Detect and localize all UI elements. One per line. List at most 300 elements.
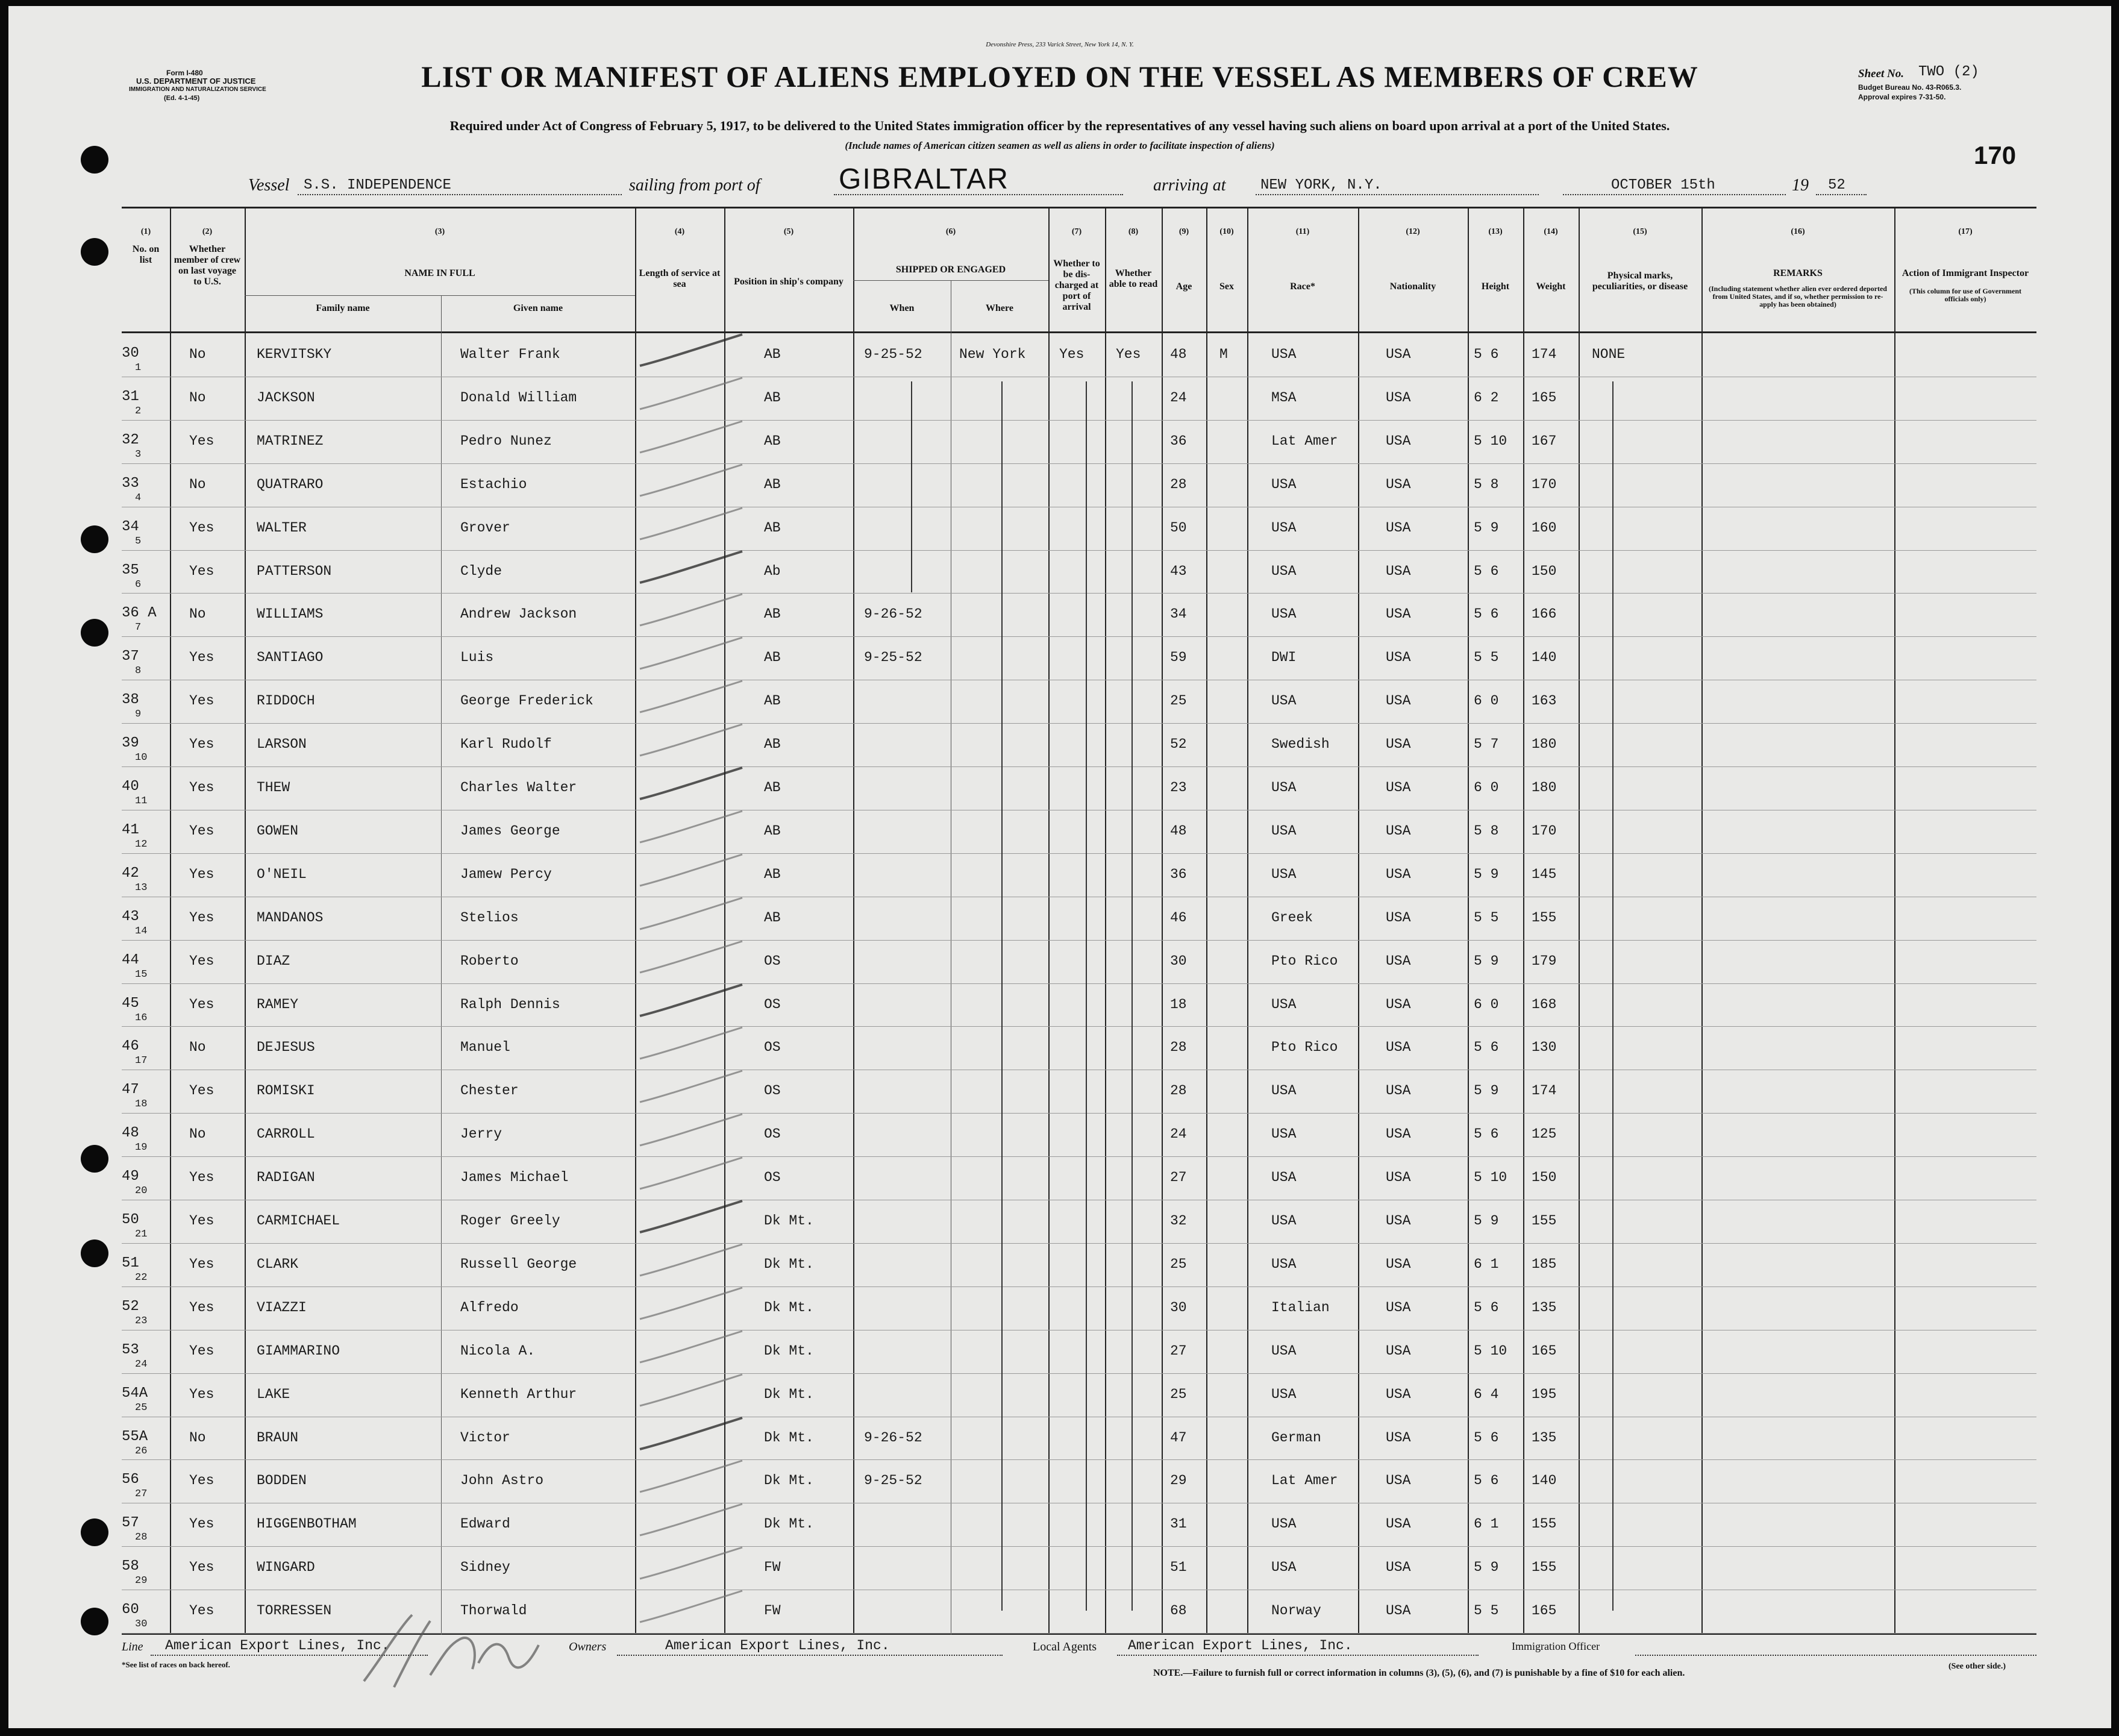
cell-race: Lat Amer <box>1271 433 1338 449</box>
cell-nat: USA <box>1386 823 1411 839</box>
cell-prev: Yes <box>189 563 214 579</box>
column-header-c13: Height <box>1481 281 1510 292</box>
cell-wt: 130 <box>1532 1039 1557 1056</box>
year-suffix: 52 <box>1828 177 1845 193</box>
see-other-side: (See other side.) <box>1948 1662 2006 1671</box>
cell-age: 25 <box>1170 693 1187 709</box>
cell-wt: 179 <box>1532 953 1557 969</box>
cell-pos: FW <box>764 1603 781 1619</box>
row-sub-number: 5 <box>135 535 142 547</box>
row-list-number: 57 <box>122 1515 139 1532</box>
row-list-number: 45 <box>122 995 139 1012</box>
cell-wt: 135 <box>1532 1429 1557 1446</box>
cell-age: 31 <box>1170 1516 1187 1532</box>
pencil-tick-mark <box>628 936 748 985</box>
row-rule <box>122 1373 2036 1374</box>
pencil-tick-mark <box>628 1326 748 1374</box>
column-header-c14: Weight <box>1536 281 1566 292</box>
row-list-number: 36 A <box>122 605 157 622</box>
cell-nat: USA <box>1386 909 1411 926</box>
cell-family: ROMISKI <box>257 1083 315 1099</box>
row-sub-number: 7 <box>135 622 142 634</box>
cell-ht: 6 1 <box>1474 1516 1499 1532</box>
col-rule <box>1206 207 1207 1635</box>
pencil-tick-mark <box>628 1413 748 1461</box>
col-rule <box>853 207 854 1635</box>
row-list-number: 31 <box>122 388 139 405</box>
cell-ht: 5 9 <box>1474 1559 1499 1576</box>
punch-hole <box>81 1239 108 1267</box>
pencil-tick-mark <box>628 1543 748 1591</box>
cell-age: 18 <box>1170 996 1187 1012</box>
ditto-line <box>1131 381 1133 1611</box>
column-header-c17: Action of Immigrant Inspector <box>1901 268 2029 278</box>
pencil-tick-mark <box>628 589 748 638</box>
cell-family: TORRESSEN <box>257 1603 332 1619</box>
cell-pos: AB <box>764 866 781 882</box>
cell-family: MANDANOS <box>257 909 324 926</box>
ditto-line <box>1001 381 1003 1611</box>
pencil-tick-mark <box>628 633 748 681</box>
cell-ht: 5 6 <box>1474 346 1499 362</box>
cell-given: Andrew Jackson <box>460 606 577 622</box>
row-sub-number: 2 <box>135 405 142 417</box>
cell-age: 51 <box>1170 1559 1187 1576</box>
col-rule <box>1701 207 1703 1635</box>
cell-given: Edward <box>460 1516 510 1532</box>
cell-nat: USA <box>1386 606 1411 622</box>
cell-family: WILLIAMS <box>257 606 324 622</box>
cell-marks: NONE <box>1592 346 1626 362</box>
cell-ht: 6 2 <box>1474 389 1499 406</box>
cell-nat: USA <box>1386 1213 1411 1229</box>
cell-prev: Yes <box>189 1386 214 1402</box>
cell-given: Nicola A. <box>460 1343 536 1359</box>
column-number: (2) <box>202 227 213 236</box>
cell-wt: 150 <box>1532 563 1557 579</box>
cell-family: CLARK <box>257 1256 299 1272</box>
cell-prev: Yes <box>189 1299 214 1315</box>
crew-table <box>122 207 2036 1635</box>
cell-disch: Yes <box>1059 346 1085 362</box>
cell-wt: 140 <box>1532 650 1557 666</box>
row-list-number: 43 <box>122 908 139 925</box>
cell-given: John Astro <box>460 1473 544 1489</box>
col-rule <box>1579 207 1580 1635</box>
cell-given: Thorwald <box>460 1603 527 1619</box>
column-subheader-c6a: When <box>889 303 915 313</box>
ditto-line <box>1612 381 1614 1611</box>
cell-ht: 5 6 <box>1474 1473 1499 1489</box>
pencil-tick-mark <box>628 719 748 768</box>
cell-race: USA <box>1271 563 1297 579</box>
column-number: (16) <box>1791 227 1805 236</box>
year-fill-line <box>1816 194 1867 195</box>
cell-ht: 6 0 <box>1474 996 1499 1012</box>
cell-prev: Yes <box>189 1213 214 1229</box>
subtitle: Required under Act of Congress of February 5, 1917, to be delivered to the United States immigration officer by the representatives of any vessel having such aliens on board upon arrival at a port of the United States. <box>449 118 1670 133</box>
column-header-c7: Whether to be dis-charged at port of arrival <box>1053 259 1100 312</box>
col-rule <box>1247 207 1248 1635</box>
column-subheader-c17_note: (This column for use of Government officials only) <box>1909 287 2022 303</box>
cell-ht: 6 0 <box>1474 693 1499 709</box>
cell-family: RADIGAN <box>257 1170 315 1186</box>
service: IMMIGRATION AND NATURALIZATION SERVICE <box>129 86 266 93</box>
cell-ht: 5 9 <box>1474 519 1499 536</box>
cell-pos: AB <box>764 476 781 492</box>
cell-ht: 5 6 <box>1474 1126 1499 1142</box>
column-header-c2: Whether member of crew on last voyage to U.S. <box>174 244 241 287</box>
cell-prev: Yes <box>189 1559 214 1576</box>
row-list-number: 54A <box>122 1385 148 1402</box>
cell-nat: USA <box>1386 996 1411 1012</box>
cell-prev: Yes <box>189 693 214 709</box>
cell-prev: Yes <box>189 1516 214 1532</box>
cell-family: LARSON <box>257 736 307 753</box>
cell-age: 34 <box>1170 606 1187 622</box>
cell-race: USA <box>1271 1516 1297 1532</box>
cell-pos: AB <box>764 346 781 362</box>
cell-race: USA <box>1271 996 1297 1012</box>
cell-ht: 5 8 <box>1474 823 1499 839</box>
cell-race: USA <box>1271 866 1297 882</box>
owners-label: Owners <box>569 1640 607 1653</box>
manifest-sheet <box>8 6 2111 1728</box>
cell-family: HIGGENBOTHAM <box>257 1516 357 1532</box>
cell-family: RAMEY <box>257 996 299 1012</box>
vessel-fill-line <box>298 194 622 195</box>
row-list-number: 40 <box>122 779 139 795</box>
cell-pos: AB <box>764 519 781 536</box>
cell-pos: Dk Mt. <box>764 1343 814 1359</box>
cell-wt: 170 <box>1532 476 1557 492</box>
cell-nat: USA <box>1386 866 1411 882</box>
cell-wt: 180 <box>1532 780 1557 795</box>
vessel-label: Vessel <box>248 176 290 195</box>
cell-pos: AB <box>764 780 781 795</box>
cell-family: QUATRARO <box>257 476 324 492</box>
cell-race: USA <box>1271 1256 1297 1272</box>
cell-ht: 5 5 <box>1474 909 1499 926</box>
cell-wt: 155 <box>1532 1213 1557 1229</box>
ditto-line <box>1086 381 1087 1611</box>
cell-prev: Yes <box>189 1170 214 1186</box>
cell-age: 48 <box>1170 346 1187 362</box>
ditto-line <box>911 381 912 592</box>
cell-family: CARROLL <box>257 1126 315 1142</box>
cell-family: JACKSON <box>257 389 315 406</box>
cell-wt: 125 <box>1532 1126 1557 1142</box>
col-rule <box>245 207 246 1635</box>
column-number: (14) <box>1544 227 1558 236</box>
arrival-port: NEW YORK, N.Y. <box>1260 177 1382 193</box>
cell-given: Luis <box>460 650 494 666</box>
cell-ht: 5 6 <box>1474 1039 1499 1056</box>
cell-nat: USA <box>1386 1256 1411 1272</box>
row-list-number: 50 <box>122 1212 139 1228</box>
cell-family: BODDEN <box>257 1473 307 1489</box>
pencil-tick-mark <box>628 1499 748 1547</box>
row-list-number: 47 <box>122 1082 139 1098</box>
cell-age: 68 <box>1170 1603 1187 1619</box>
cell-pos: AB <box>764 909 781 926</box>
row-list-number: 44 <box>122 951 139 968</box>
cell-where: New York <box>959 346 1026 362</box>
cell-family: BRAUN <box>257 1429 299 1446</box>
cell-ht: 5 5 <box>1474 650 1499 666</box>
column-header-c9: Age <box>1175 281 1192 292</box>
cell-race: Lat Amer <box>1271 1473 1338 1489</box>
cell-wt: 165 <box>1532 1343 1557 1359</box>
cell-nat: USA <box>1386 1603 1411 1619</box>
pencil-tick-mark <box>628 1456 748 1504</box>
cell-nat: USA <box>1386 476 1411 492</box>
pencil-tick-mark <box>628 1109 748 1158</box>
row-sub-number: 8 <box>135 665 142 677</box>
punch-hole <box>81 1518 108 1546</box>
row-sub-number: 13 <box>135 882 148 894</box>
row-sub-number: 12 <box>135 838 148 850</box>
row-rule <box>122 1286 2036 1287</box>
pencil-tick-mark <box>628 1066 748 1114</box>
column-number: (11) <box>1295 227 1310 236</box>
pencil-tick-mark <box>628 893 748 941</box>
col-rule <box>1105 207 1106 1635</box>
cell-nat: USA <box>1386 1299 1411 1315</box>
row-sub-number: 14 <box>135 925 148 937</box>
row-list-number: 51 <box>122 1255 139 1271</box>
row-rule <box>122 940 2036 941</box>
row-sub-number: 10 <box>135 752 148 764</box>
cell-given: James George <box>460 823 560 839</box>
cell-race: Swedish <box>1271 736 1330 753</box>
cell-family: THEW <box>257 780 290 795</box>
cell-nat: USA <box>1386 780 1411 795</box>
punch-hole <box>81 1608 108 1635</box>
cell-race: USA <box>1271 780 1297 795</box>
officer-fill <box>1635 1655 2036 1656</box>
cell-race: USA <box>1271 1213 1297 1229</box>
row-list-number: 56 <box>122 1471 139 1488</box>
cell-race: USA <box>1271 1083 1297 1099</box>
cell-given: Jerry <box>460 1126 502 1142</box>
column-header-c12: Nationality <box>1389 281 1436 292</box>
row-sub-number: 27 <box>135 1488 148 1500</box>
cell-given: Russell George <box>460 1256 577 1272</box>
cell-pos: AB <box>764 389 781 406</box>
cell-age: 27 <box>1170 1343 1187 1359</box>
row-rule <box>122 983 2036 984</box>
row-sub-number: 17 <box>135 1055 148 1067</box>
row-list-number: 39 <box>122 735 139 752</box>
column-number: (1) <box>140 227 151 236</box>
column-header-c5: Position in ship's company <box>734 277 844 287</box>
page-stamp: 170 <box>1974 141 2017 169</box>
column-header-c16: REMARKS <box>1773 268 1823 278</box>
cell-family: PATTERSON <box>257 563 332 579</box>
row-list-number: 49 <box>122 1168 139 1185</box>
row-rule <box>122 636 2036 637</box>
row-sub-number: 1 <box>135 362 142 374</box>
row-rule <box>122 1026 2036 1027</box>
cell-age: 25 <box>1170 1256 1187 1272</box>
row-sub-number: 26 <box>135 1445 148 1457</box>
row-list-number: 53 <box>122 1341 139 1358</box>
cell-ht: 5 6 <box>1474 1429 1499 1446</box>
cell-race: USA <box>1271 1559 1297 1576</box>
cell-race: USA <box>1271 1126 1297 1142</box>
col-rule <box>1523 207 1524 1635</box>
cell-pos: OS <box>764 996 781 1012</box>
cell-age: 24 <box>1170 389 1187 406</box>
row-sub-number: 24 <box>135 1358 148 1370</box>
column-header-c15: Physical marks, peculiarities, or disease <box>1592 271 1688 292</box>
races-note: *See list of races on back hereof. <box>122 1660 230 1669</box>
pencil-tick-mark <box>628 547 748 595</box>
date-fill-line <box>1563 194 1786 195</box>
arrival-date: OCTOBER 15th <box>1611 177 1715 193</box>
cell-pos: AB <box>764 736 781 753</box>
cell-given: Clyde <box>460 563 502 579</box>
cell-given: Alfredo <box>460 1299 519 1315</box>
cell-wt: 163 <box>1532 693 1557 709</box>
cell-prev: Yes <box>189 866 214 882</box>
cell-race: USA <box>1271 1170 1297 1186</box>
row-sub-number: 22 <box>135 1271 148 1283</box>
cell-age: 50 <box>1170 519 1187 536</box>
pencil-tick-mark <box>628 676 748 724</box>
cell-age: 28 <box>1170 476 1187 492</box>
pencil-tick-mark <box>628 1196 748 1244</box>
cell-pos: AB <box>764 693 781 709</box>
column-number: (17) <box>1958 227 1973 236</box>
cell-prev: Yes <box>189 1343 214 1359</box>
column-header-c1: No. on list <box>132 244 160 265</box>
cell-pos: AB <box>764 650 781 666</box>
col-rule <box>1162 207 1163 1635</box>
cell-family: WALTER <box>257 519 307 536</box>
column-number: (4) <box>674 227 685 236</box>
punch-hole <box>81 525 108 553</box>
cell-pos: Dk Mt. <box>764 1516 814 1532</box>
row-list-number: 30 <box>122 345 139 362</box>
cell-family: GIAMMARINO <box>257 1343 340 1359</box>
cell-ht: 5 10 <box>1474 1170 1507 1186</box>
row-sub-number: 30 <box>135 1618 148 1631</box>
cell-given: Estachio <box>460 476 527 492</box>
row-sub-number: 29 <box>135 1575 148 1587</box>
cell-family: GOWEN <box>257 823 299 839</box>
row-rule <box>122 1546 2036 1547</box>
column-header-c8: Whether able to read <box>1109 268 1158 289</box>
row-sub-number: 23 <box>135 1315 148 1327</box>
cell-prev: Yes <box>189 1256 214 1272</box>
pencil-tick-mark <box>628 330 748 378</box>
row-sub-number: 16 <box>135 1012 148 1024</box>
subhead-rule <box>853 280 1048 281</box>
cell-nat: USA <box>1386 1083 1411 1099</box>
row-rule <box>122 1113 2036 1114</box>
row-rule <box>122 1243 2036 1244</box>
cell-age: 27 <box>1170 1170 1187 1186</box>
cell-prev: Yes <box>189 996 214 1012</box>
row-list-number: 35 <box>122 562 139 578</box>
column-subheader-c6b: Where <box>986 303 1013 313</box>
cell-age: 30 <box>1170 953 1187 969</box>
cell-race: USA <box>1271 476 1297 492</box>
arrival-fill-line <box>1256 194 1539 195</box>
cell-age: 25 <box>1170 1386 1187 1402</box>
cell-pos: AB <box>764 823 781 839</box>
col-rule <box>1358 207 1359 1635</box>
cell-prev: Yes <box>189 1473 214 1489</box>
pencil-tick-mark <box>628 1239 748 1288</box>
sheet-number: TWO (2) <box>1918 64 1979 80</box>
cell-wt: 165 <box>1532 1603 1557 1619</box>
line-label: Line <box>122 1640 143 1653</box>
row-sub-number: 20 <box>135 1185 148 1197</box>
pencil-tick-mark <box>628 1586 748 1634</box>
row-rule <box>122 766 2036 767</box>
column-number: (12) <box>1406 227 1420 236</box>
cell-race: Pto Rico <box>1271 1039 1338 1056</box>
cell-family: RIDDOCH <box>257 693 315 709</box>
row-sub-number: 21 <box>135 1229 148 1240</box>
cell-nat: USA <box>1386 693 1411 709</box>
cell-given: Roberto <box>460 953 519 969</box>
row-rule <box>122 723 2036 724</box>
column-header-c4: Length of service at sea <box>639 268 721 289</box>
cell-wt: 170 <box>1532 823 1557 839</box>
cell-family: CARMICHAEL <box>257 1213 340 1229</box>
cell-race: Norway <box>1271 1603 1321 1619</box>
column-number: (7) <box>1071 227 1082 236</box>
cell-given: Victor <box>460 1429 510 1446</box>
cell-wt: 155 <box>1532 1559 1557 1576</box>
officer-label: Immigration Officer <box>1512 1640 1600 1652</box>
row-sub-number: 3 <box>135 448 142 460</box>
cell-family: DEJESUS <box>257 1039 315 1056</box>
cell-prev: No <box>189 1429 206 1446</box>
col-rule <box>441 295 442 1635</box>
cell-ht: 5 6 <box>1474 563 1499 579</box>
cell-ht: 5 5 <box>1474 1603 1499 1619</box>
page-title: LIST OR MANIFEST OF ALIENS EMPLOYED ON THE VESSEL AS MEMBERS OF CREW <box>421 60 1698 93</box>
cell-wt: 155 <box>1532 909 1557 926</box>
cell-given: Stelios <box>460 909 519 926</box>
punch-hole <box>81 238 108 266</box>
line-value: American Export Lines, Inc. <box>165 1638 390 1653</box>
cell-prev: No <box>189 606 206 622</box>
cell-wt: 180 <box>1532 736 1557 753</box>
punch-hole <box>81 619 108 647</box>
row-sub-number: 4 <box>135 492 142 504</box>
cell-pos: AB <box>764 606 781 622</box>
pencil-tick-mark <box>628 1023 748 1071</box>
row-list-number: 33 <box>122 475 139 492</box>
cell-family: VIAZZI <box>257 1299 307 1315</box>
cell-prev: Yes <box>189 823 214 839</box>
cell-ht: 6 1 <box>1474 1256 1499 1272</box>
cell-wt: 195 <box>1532 1386 1557 1402</box>
agents-fill <box>1117 1655 1479 1656</box>
cell-given: George Frederick <box>460 693 593 709</box>
cell-race: Pto Rico <box>1271 953 1338 969</box>
cell-ht: 5 10 <box>1474 433 1507 449</box>
pencil-tick-mark <box>628 806 748 854</box>
cell-when: 9-25-52 <box>864 346 922 362</box>
column-header-c6: SHIPPED OR ENGAGED <box>895 265 1006 275</box>
